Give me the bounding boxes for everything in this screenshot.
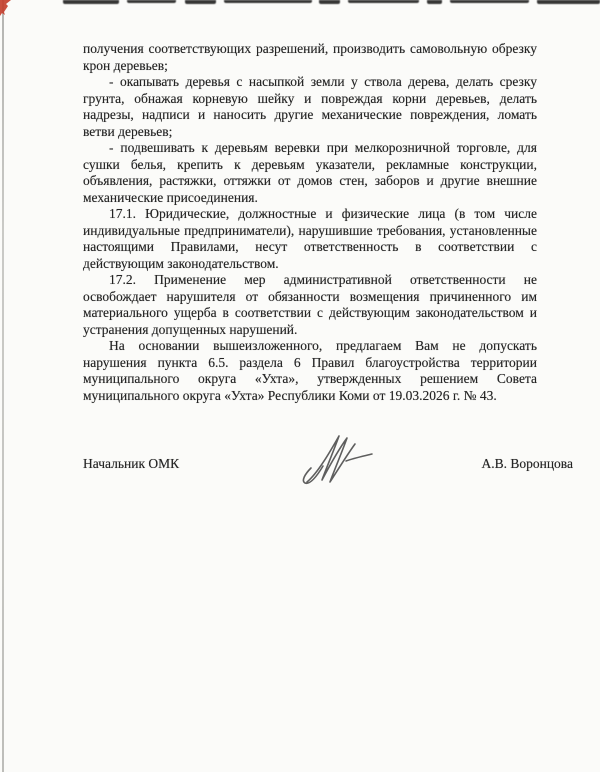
red-pen-corner-mark bbox=[0, 0, 14, 18]
scan-cutoff-text-artifact bbox=[0, 0, 600, 6]
signer-name: А.В. Воронцова bbox=[481, 456, 573, 471]
paragraph-17-2: 17.2. Применение мер административной ответственности не освобождает нарушителя от обязанности возмещения причиненного им материального ущерба в соответствии с действующим законодательством и устранения допущенных нарушений. bbox=[83, 272, 537, 337]
paragraph-conclusion: На основании вышеизложенного, предлагаем Вам не допускать нарушения пункта 6.5. раздела 6 Правил благоустройства территории муниципального округа «Ухта», утвержденных решением Совета муниципального округа «Ухта» Республики Коми от 19.03.2026 г. № 43. bbox=[83, 338, 537, 403]
document-text bbox=[83, 41, 537, 404]
paragraph-17-1: 17.1. Юридические, должностные и физические лица (в том числе индивидуальные предприниматели), нарушившие требования, установленные настоящими Правилами, несут ответственность в соответствии с действующим законодательством. bbox=[83, 206, 537, 271]
paragraph-list-item-digging: - окапывать деревья с насыпкой земли у ствола дерева, делать срезку грунта, обнажая корневую шейку и повреждая корни деревьев, делать надрезы, надписи и наносить другие механические повреждения, ломать ветви деревьев; bbox=[83, 74, 537, 139]
signature-block bbox=[83, 456, 573, 473]
paragraph-continuation: получения соответствующих разрешений, производить самовольную обрезку крон деревьев; bbox=[83, 41, 537, 73]
signer-position: Начальник ОМК bbox=[83, 456, 180, 471]
paragraph-list-item-hanging: - подвешивать к деревьям веревки при мелкорозничной торговле, для сушки белья, крепить к деревьям указатели, рекламные конструкции, объявления, растяжки, оттяжки от домов стен, заборов и другие внешние механические присоединения. bbox=[83, 140, 537, 205]
scan-edge-shadow bbox=[2, 0, 4, 772]
